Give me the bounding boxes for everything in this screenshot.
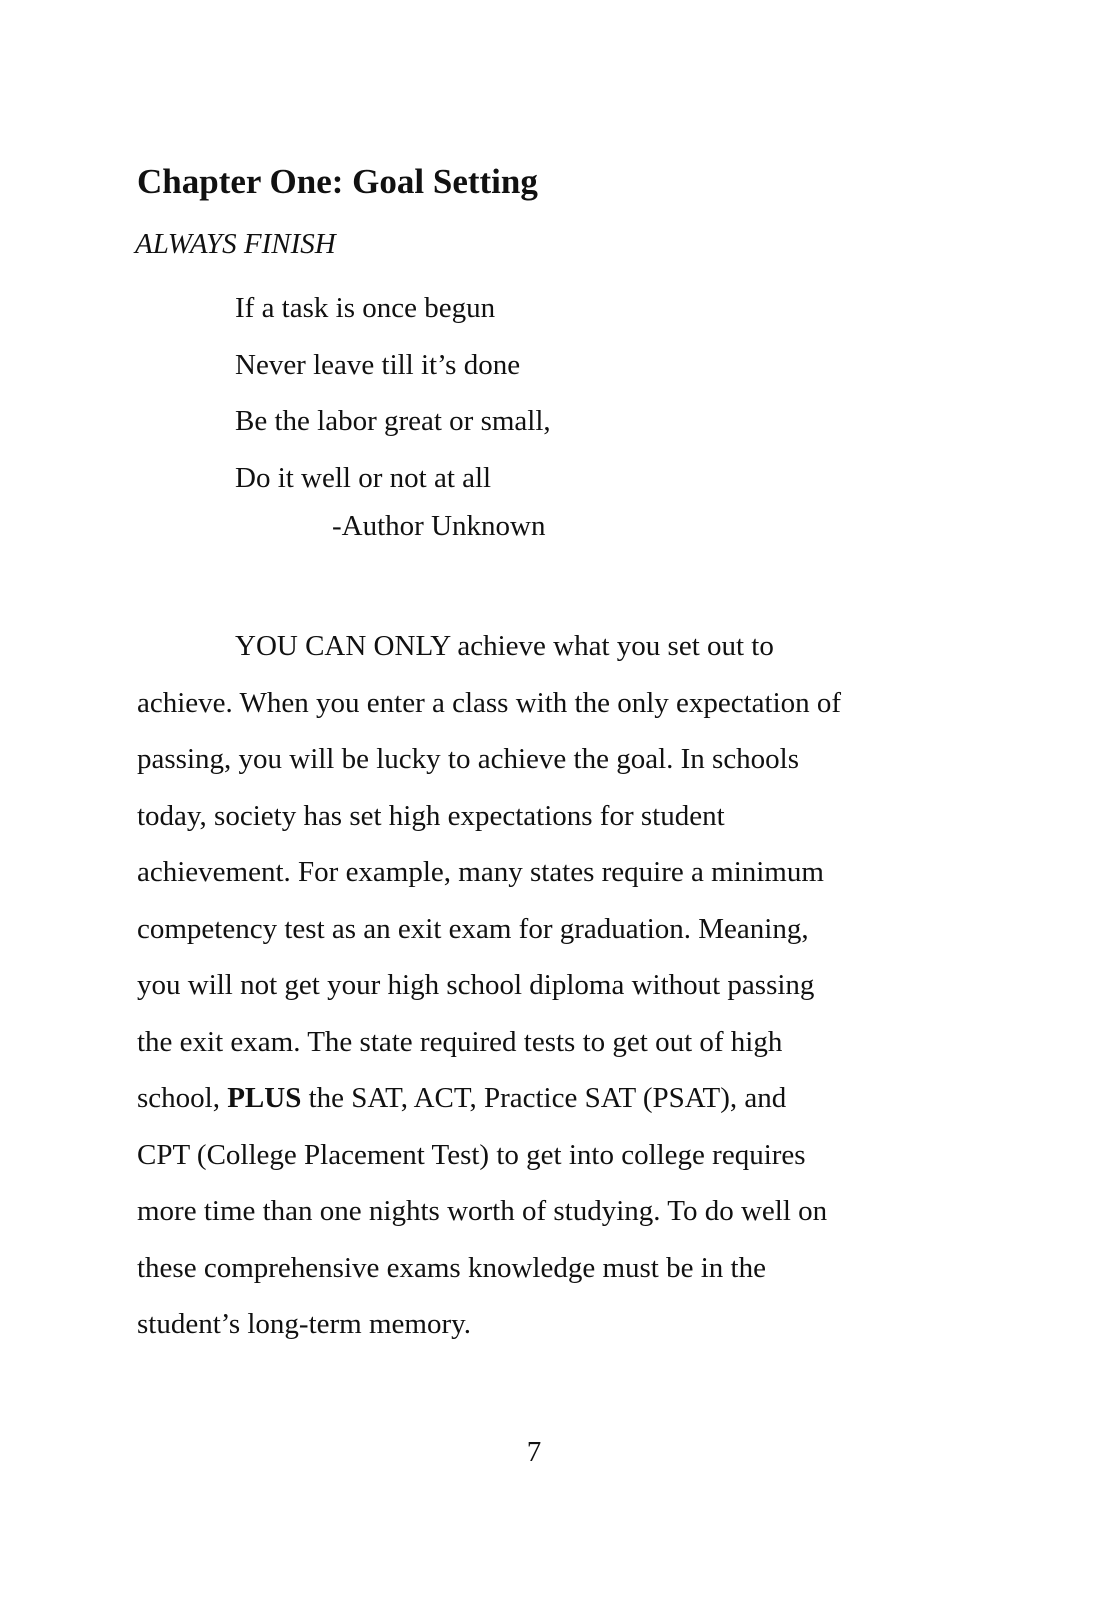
page-number: 7	[526, 1436, 542, 1468]
paragraph-line: CPT (College Placement Test) to get into college requires	[137, 1138, 806, 1171]
paragraph-line: more time than one nights worth of studying. To do well on	[137, 1195, 828, 1227]
epigraph-attribution: -Author Unknown	[332, 510, 546, 542]
poem-line: If a task is once begun	[235, 292, 496, 324]
paragraph-line: student’s long-term memory.	[137, 1308, 471, 1340]
chapter-title: Chapter One: Goal Setting	[137, 162, 538, 201]
poem-line: Never leave till it’s done	[235, 348, 521, 381]
paragraph-line: these comprehensive exams knowledge must be in the	[137, 1251, 766, 1284]
body-paragraph	[137, 618, 957, 1353]
paragraph-line: achieve. When you enter a class with the only expectation of	[137, 686, 842, 719]
paragraph-line: competency test as an exit exam for graduation. Meaning,	[137, 912, 809, 945]
paragraph-line	[137, 1070, 957, 1127]
emphasis-text: PLUS	[227, 1082, 302, 1114]
paragraph-line: passing, you will be lucky to achieve the goal. In schools	[137, 743, 800, 775]
paragraph-line: you will not get your high school diploma without passing	[137, 969, 815, 1001]
paragraph-text: school,	[137, 1082, 228, 1114]
paragraph-text: the SAT, ACT, Practice SAT (PSAT), and	[301, 1082, 787, 1114]
poem-line: Be the labor great or small,	[235, 405, 551, 437]
paragraph-line: today, society has set high expectations for student	[137, 799, 725, 832]
epigraph-title: ALWAYS FINISH	[135, 228, 336, 260]
paragraph-line: YOU CAN ONLY achieve what you set out to	[235, 630, 774, 662]
paragraph-line: achievement. For example, many states require a minimum	[137, 856, 824, 888]
paragraph-line: the exit exam. The state required tests to get out of high	[137, 1025, 783, 1058]
epigraph-poem	[235, 280, 551, 506]
poem-line: Do it well or not at all	[235, 461, 492, 494]
